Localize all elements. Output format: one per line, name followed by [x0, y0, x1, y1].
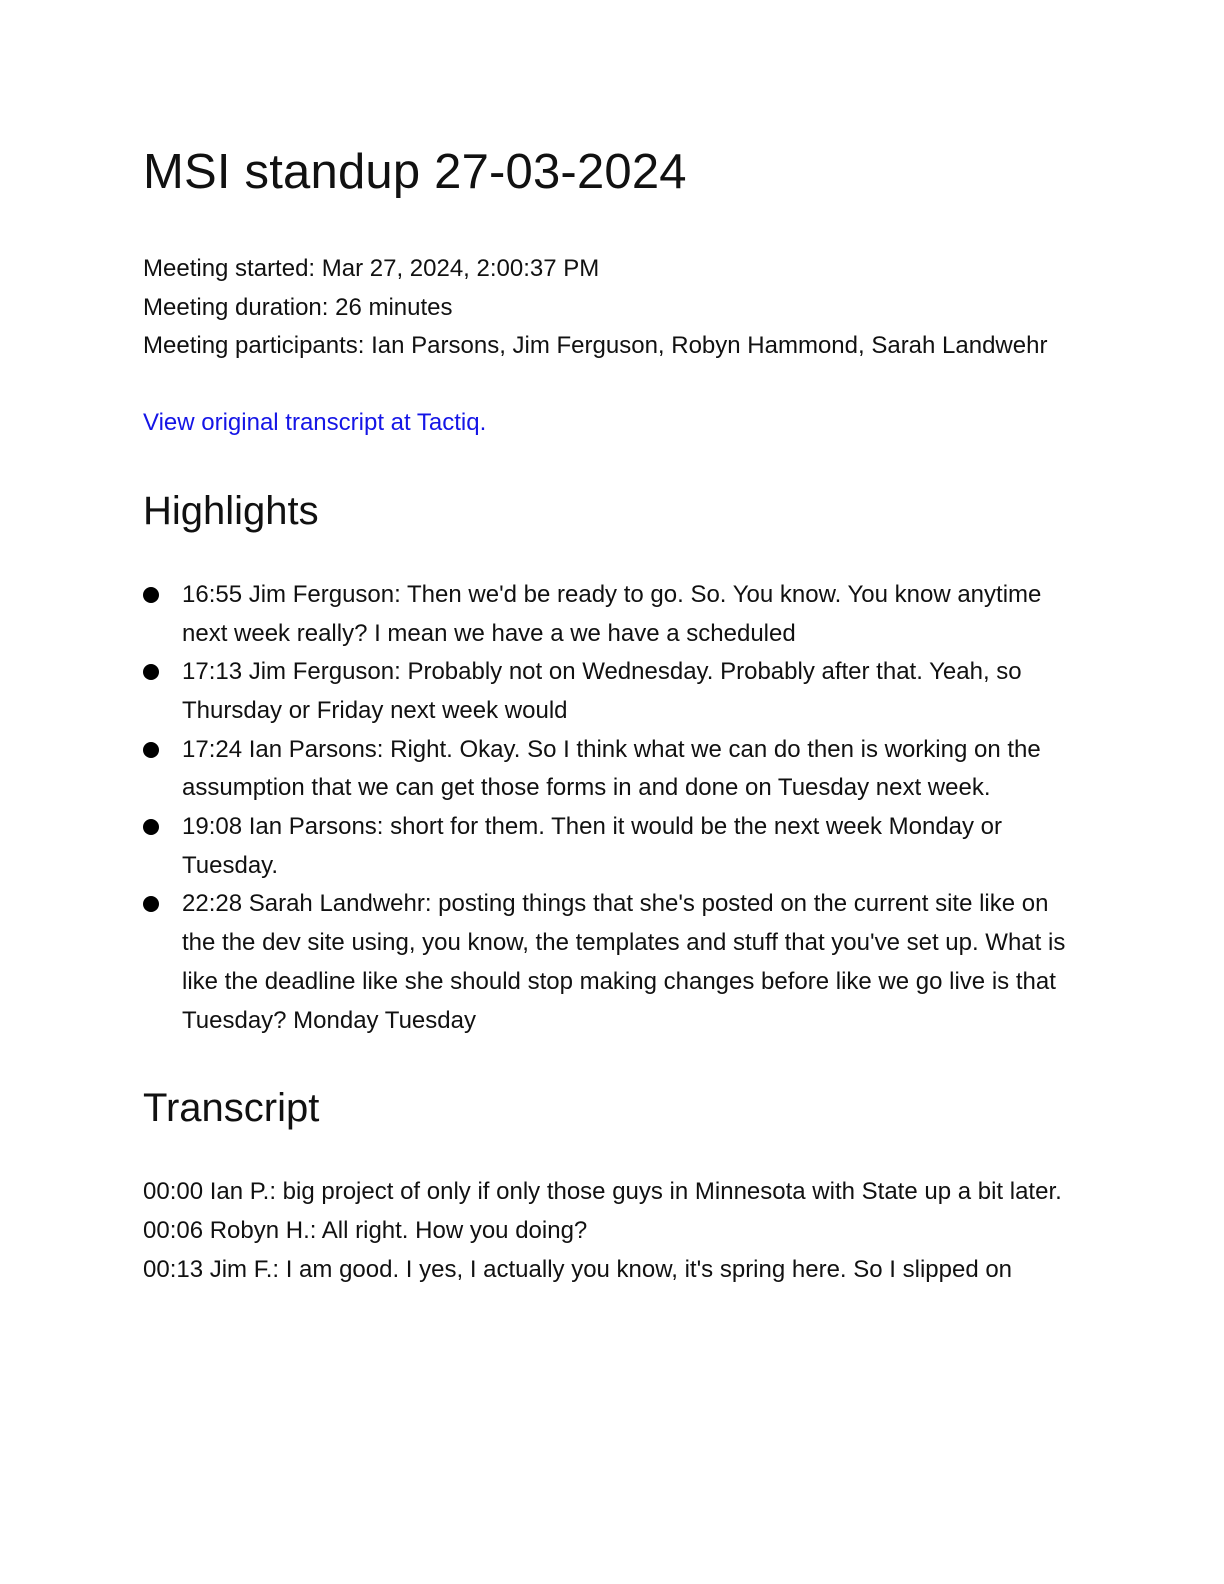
highlight-item [143, 808, 1073, 885]
page-title: MSI standup 27-03-2024 [143, 145, 687, 199]
highlight-text: 17:24 Ian Parsons: Right. Okay. So I think what we can do then is working on the assumption that we can get those forms in and done on Tuesday next week. [182, 735, 1041, 802]
transcript-line: 00:00 Ian P.: big project of only if only those guys in Minnesota with State up a bit later. [143, 1178, 1062, 1206]
transcript-heading: Transcript [143, 1086, 320, 1131]
meeting-started: Meeting started: Mar 27, 2024, 2:00:37 PM [143, 255, 600, 282]
highlight-text: 19:08 Ian Parsons: short for them. Then it would be the next week Monday or Tuesday. [182, 813, 1003, 879]
bullet-icon [143, 664, 159, 680]
highlight-item [143, 885, 1073, 1040]
highlight-text: 16:55 Jim Ferguson: Then we'd be ready to go. So. You know. You know anytime next week really? I mean we have a we have a scheduled [182, 580, 1042, 647]
meeting-duration: Meeting duration: 26 minutes [143, 293, 453, 321]
document-page [143, 142, 1073, 1289]
bullet-icon [143, 819, 159, 835]
highlights-heading: Highlights [143, 488, 319, 533]
transcript-line: 00:13 Jim F.: I am good. I yes, I actually you know, it's spring here. So I slipped on [143, 1255, 1013, 1283]
highlight-item [143, 576, 1073, 653]
highlight-item [143, 731, 1073, 808]
transcript-body [143, 1173, 1073, 1289]
bullet-icon [143, 742, 159, 758]
meeting-participants: Meeting participants: Ian Parsons, Jim Ferguson, Robyn Hammond, Sarah Landwehr [143, 332, 1048, 360]
highlight-item [143, 653, 1073, 730]
highlights-list [143, 576, 1073, 1040]
highlight-text: 17:13 Jim Ferguson: Probably not on Wednesday. Probably after that. Yeah, so Thursday or Friday next week would [182, 658, 1022, 724]
tactiq-transcript-link[interactable]: View original transcript at Tactiq. [143, 409, 487, 437]
highlight-text: 22:28 Sarah Landwehr: posting things that she's posted on the current site like on the the dev site using, you know, the templates and stuff that you've set up. What is like the deadline like she should stop making changes before like we go live is that Tuesday? Monday Tuesday [182, 890, 1066, 1034]
meeting-meta [143, 250, 1073, 366]
bullet-icon [143, 896, 159, 912]
transcript-line: 00:06 Robyn H.: All right. How you doing? [143, 1216, 588, 1244]
transcript-link-row [143, 404, 1073, 443]
bullet-icon [143, 587, 159, 603]
